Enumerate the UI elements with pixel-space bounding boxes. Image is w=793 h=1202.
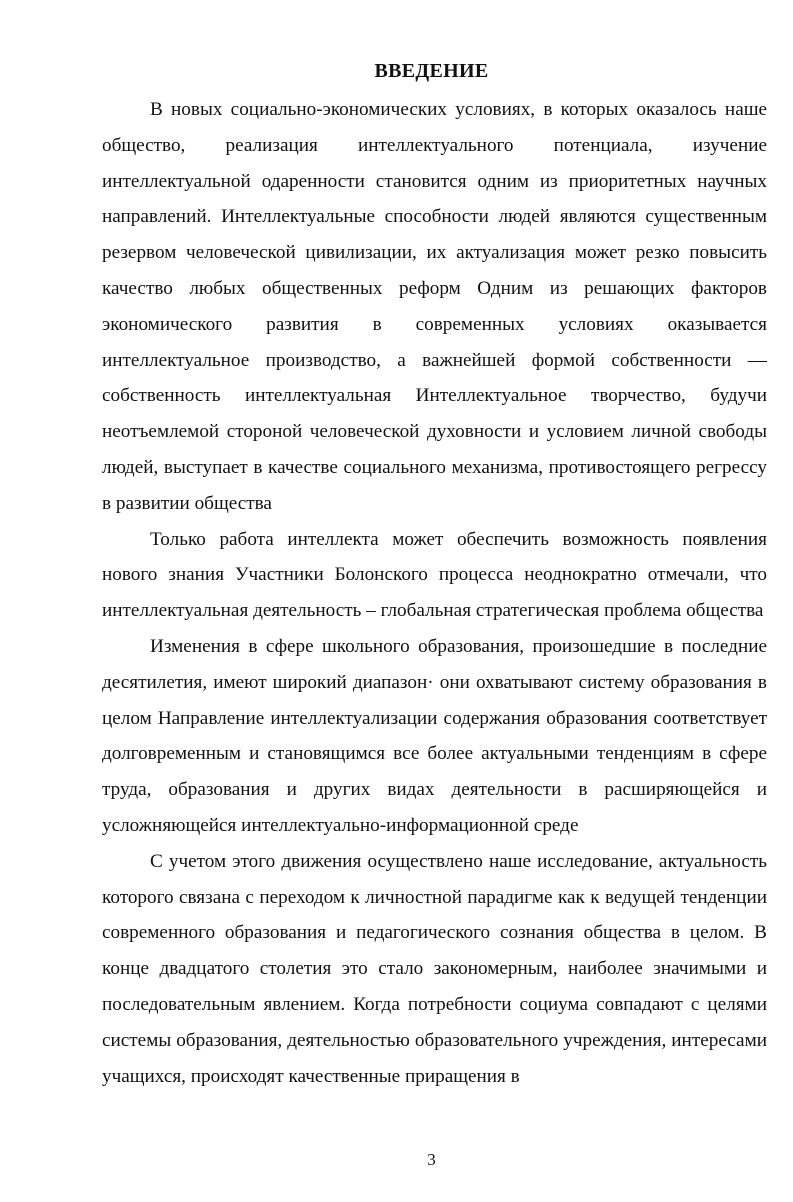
paragraph: Только работа интеллекта может обеспечить возможность появления нового знания Участники Болонского процесса неоднократно отмечали, что интеллектуальная деятельность – глобальная стратегическая проблема общества (102, 528, 767, 622)
paragraph: С учетом этого движения осуществлено наше исследование, актуальность которого связана с переходом к личностной парадигме как к ведущей тенденции современного образования и педагогического сознания общества в целом. В конце двадцатого столетия это стало закономерным, наиболее значимыми и последовательным явлением. Когда потребности социума совпадают с целями системы образования, деятельностью образовательного учреждения, интересами учащихся, происходят качественные приращения в (102, 850, 767, 1087)
page-number: 3 (427, 1150, 436, 1169)
body-text (102, 92, 767, 1094)
section-title: ВВЕДЕНИЕ (374, 60, 489, 82)
paragraph: В новых социально-экономических условиях, в которых оказалось наше общество, реализация интеллектуального потенциала, изучение интеллектуальной одаренности становится одним из приоритетных научных направлений. Интеллектуальные способности людей являются существенным резервом человеческой цивилизации, их актуализация может резко повысить качество любых общественных реформ Одним из решающих факторов экономического развития в современных условиях оказывается интеллектуальное производство, а важнейшей формой собственности — собственность интеллектуальная Интеллектуальное творчество, будучи неотъемлемой стороной человеческой духовности и условием личной свободы людей, выступает в качестве социального механизма, противостоящего регрессу в развитии общества (102, 99, 767, 514)
paragraph: Изменения в сфере школьного образования, произошедшие в последние десятилетия, имеют широкий диапазон· они охватывают систему образования в целом Направление интеллектуализации содержания образования соответствует долговременным и становящимся все более актуальными тенденциям в сфере труда, образования и других видах деятельности в расширяющейся и усложняющейся интеллектуально-информационной среде (102, 635, 767, 836)
